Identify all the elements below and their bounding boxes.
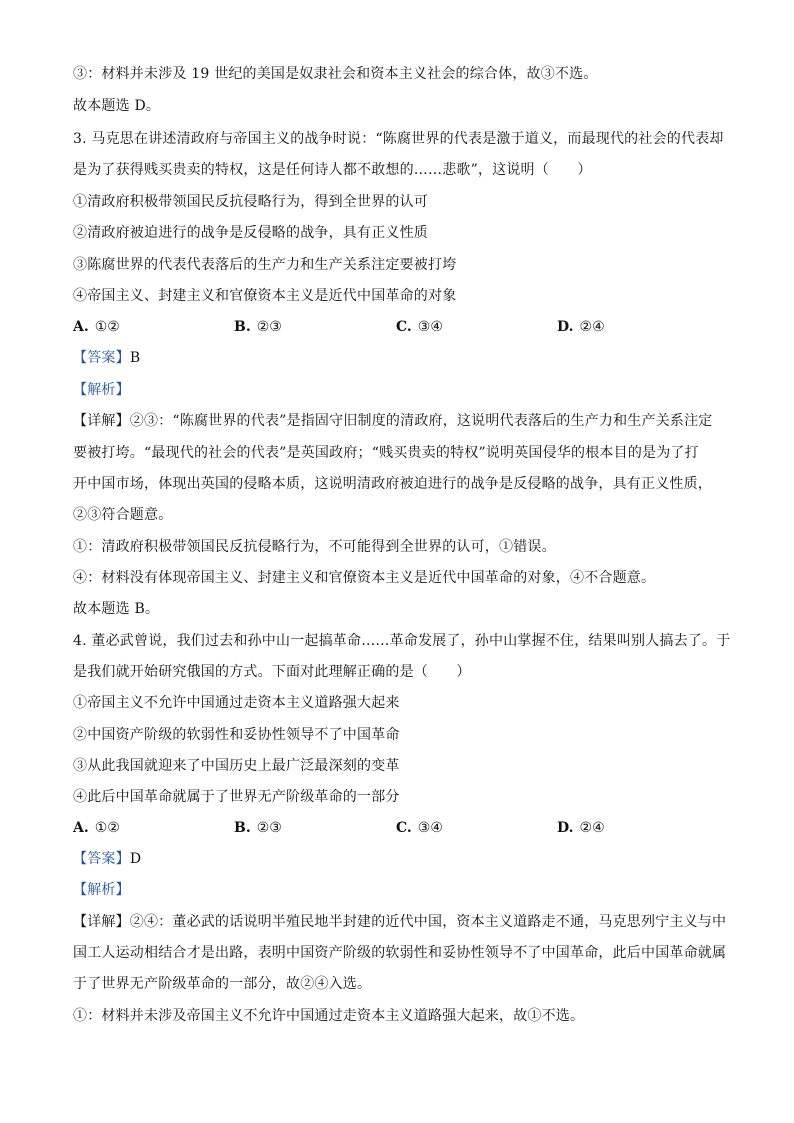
answer-value: B [129, 350, 141, 366]
text-line: 故本题选 B。 [73, 601, 160, 617]
option-a: A. ①② [73, 319, 120, 335]
statement-4: ④此后中国革命就属于了世界无产阶级革命的一部分 [73, 789, 400, 805]
text-line: 故本题选 D。 [73, 98, 161, 114]
option-a: A. ①② [73, 820, 120, 836]
analysis-text: 开中国市场，体现出英国的侵略本质，这说明清政府被迫进行的战争是反侵略的战争，具有正义性质， [73, 476, 712, 492]
analysis-text: 要被打垮。“最现代的社会的代表”是英国政府；“贱买贵卖的特权”说明英国侵华的根本目的是为了打 [73, 445, 699, 461]
answer-tag: 【答案】 [73, 851, 130, 867]
statement-3: ③从此我国就迎来了中国历史上最广泛最深刻的变革 [73, 758, 400, 774]
statement-1: ①清政府积极带领国民反抗侵略行为，得到全世界的认可 [73, 194, 428, 210]
option-c: C. ③④ [396, 820, 443, 836]
analysis-tag: 【解析】 [73, 382, 130, 398]
statement-2: ②中国资产阶级的软弱性和妥协性领导不了中国革命 [73, 727, 400, 743]
analysis-text: 国工人运动相结合才是出路，表明中国资产阶级的软弱性和妥协性领导不了中国革命，此后中国革命就属 [73, 945, 727, 961]
statement-4: ④帝国主义、封建主义和官僚资本主义是近代中国革命的对象 [73, 288, 457, 304]
analysis-text: 于了世界无产阶级革命的一部分，故②④入选。 [73, 976, 372, 992]
answer-tag: 【答案】 [73, 350, 130, 366]
statement-3: ③陈腐世界的代表代表落后的生产力和生产关系注定要被打垮 [73, 257, 457, 273]
option-d: D. ②④ [557, 820, 605, 836]
analysis-text: ④：材料没有体现帝国主义、封建主义和官僚资本主义是近代中国革命的对象，④不合题意。 [73, 570, 656, 586]
text-line: ③：材料并未涉及 19 世纪的美国是奴隶社会和资本主义社会的综合体，故③不选。 [73, 66, 598, 82]
analysis-text: ②③符合题意。 [73, 507, 173, 523]
question-4-stem: 是我们就开始研究俄国的方式。下面对此理解正确的是（ ） [73, 664, 471, 680]
analysis-text: 【详解】②④：董必武的话说明半殖民地半封建的近代中国，资本主义道路走不通，马克思列宁主义与中 [73, 914, 727, 930]
statement-2: ②清政府被迫进行的战争是反侵略的战争，具有正义性质 [73, 225, 428, 241]
answer-value: D [129, 851, 142, 867]
answer-line [73, 849, 733, 869]
option-b: B. ②③ [234, 319, 282, 335]
answer-line [73, 348, 733, 368]
statement-1: ①帝国主义不允许中国通过走资本主义道路强大起来 [73, 695, 400, 711]
option-b: B. ②③ [234, 820, 282, 836]
option-c: C. ③④ [396, 319, 443, 335]
question-4-stem: 4. 董必武曾说，我们过去和孙中山一起搞革命……革命发展了，孙中山掌握不住，结果叫别人搞去了。于 [73, 633, 731, 649]
analysis-text: ①：材料并未涉及帝国主义不允许中国通过走资本主义道路强大起来，故①不选。 [73, 1008, 585, 1024]
analysis-text: 【详解】②③：“陈腐世界的代表”是指固守旧制度的清政府，这说明代表落后的生产力和生产关系注定 [73, 413, 713, 429]
analysis-text: ①：清政府积极带领国民反抗侵略行为，不可能得到全世界的认可，①错误。 [73, 539, 556, 555]
option-d: D. ②④ [557, 319, 605, 335]
question-3-stem: 是为了获得贱买贵卖的特权，这是任何诗人都不敢想的……悲歌”，这说明（ ） [73, 162, 592, 178]
analysis-tag: 【解析】 [73, 882, 130, 898]
question-3-stem: 3. 马克思在讲述清政府与帝国主义的战争时说：“陈腐世界的代表是激于道义，而最现代的社会的代表却 [73, 131, 724, 147]
